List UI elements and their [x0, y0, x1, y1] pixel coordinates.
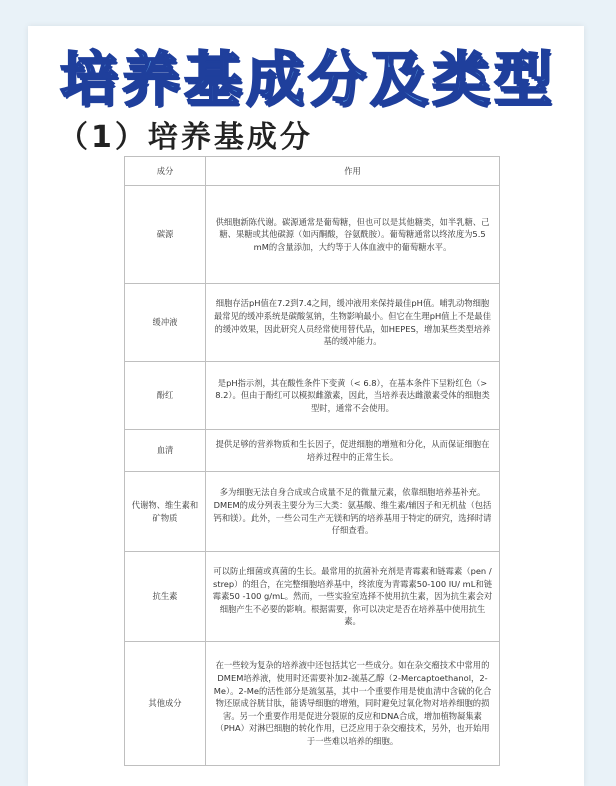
table-row	[125, 430, 500, 472]
row-desc: 是pH指示剂，其在酸性条件下变黄（< 6.8），在基本条件下呈粉红色（> 8.2）。但由于酚红可以模拟雌激素，因此，当培养表达雌激素受体的细胞类型时，通常不会使用。	[206, 362, 500, 430]
row-desc: 供细胞新陈代谢。碳源通常是葡萄糖，但也可以是其他糖类，如半乳糖、己糖、果糖或其他碳源（如丙酮酸，谷氨酰胺）。葡萄糖通常以终浓度为5.5 mM的含量添加，大约等于人体血液中的葡萄糖水平。	[206, 186, 500, 284]
table-row	[125, 186, 500, 284]
row-name: 酚红	[125, 362, 206, 430]
row-name: 缓冲液	[125, 284, 206, 362]
row-name: 抗生素	[125, 552, 206, 642]
row-desc: 多为细胞无法自身合成或合成量不足的微量元素，依靠细胞培养基补充。DMEM的成分列表主要分为三大类：氨基酸、维生素/辅因子和无机盐（包括钙和镁）。此外，一些公司生产无镁和钙的培养基用于特定的研究，选择时请仔细查看。	[206, 472, 500, 552]
row-desc: 可以防止细菌或真菌的生长。最常用的抗菌补充剂是青霉素和链霉素（pen / strep）的组合，在完整细胞培养基中，终浓度为青霉素50-100 IU/ mL和链霉素50 -100 g/mL。然而，一些实验室选择不使用抗生素，因为抗生素会对细胞产生不必要的影响。根据需要，你可以决定是否在培养基中使用抗生素。	[206, 552, 500, 642]
table-row	[125, 284, 500, 362]
components-table	[124, 156, 500, 766]
table-row	[125, 362, 500, 430]
row-name: 血清	[125, 430, 206, 472]
table-header-row	[125, 157, 500, 186]
page-title: 培养基成分及类型	[59, 45, 556, 113]
table-row	[125, 642, 500, 766]
header-function: 作用	[206, 157, 500, 186]
header-component: 成分	[125, 157, 206, 186]
row-desc: 细胞存活pH值在7.2到7.4之间，缓冲液用来保持最佳pH值。哺乳动物细胞最常见的缓冲系统是碳酸氢钠，生物影响最小。但它在生理pH值上不是最佳的缓冲效果，因此研究人员经常使用替代品，如HEPES，增加某些类型培养基的缓冲能力。	[206, 284, 500, 362]
table-row	[125, 552, 500, 642]
table-row	[125, 472, 500, 552]
section-heading: （1）培养基成分	[58, 120, 313, 155]
row-desc: 在一些较为复杂的培养液中还包括其它一些成分。如在杂交瘤技术中常用的DMEM培养液，使用时还需要补加2-巯基乙醇（2-Mercaptoethanol，2-Me）。2-Me的活性部分是巯氢基，其中一个重要作用是使血清中含硫的化合物还原成谷胱甘肽，能诱导细胞的增殖，同时避免过氧化物对培养细胞的损害。另一个重要作用是促进分裂原的反应和DNA合成，增加植物凝集素（PHA）对淋巴细胞的转化作用，已泛应用于杂交瘤技术，另外，也开始用于一些难以培养的细胞。	[206, 642, 500, 766]
row-desc: 提供足够的营养物质和生长因子，促进细胞的增殖和分化，从而保证细胞在培养过程中的正常生长。	[206, 430, 500, 472]
row-name: 代谢物、维生素和矿物质	[125, 472, 206, 552]
row-name: 其他成分	[125, 642, 206, 766]
row-name: 碳源	[125, 186, 206, 284]
